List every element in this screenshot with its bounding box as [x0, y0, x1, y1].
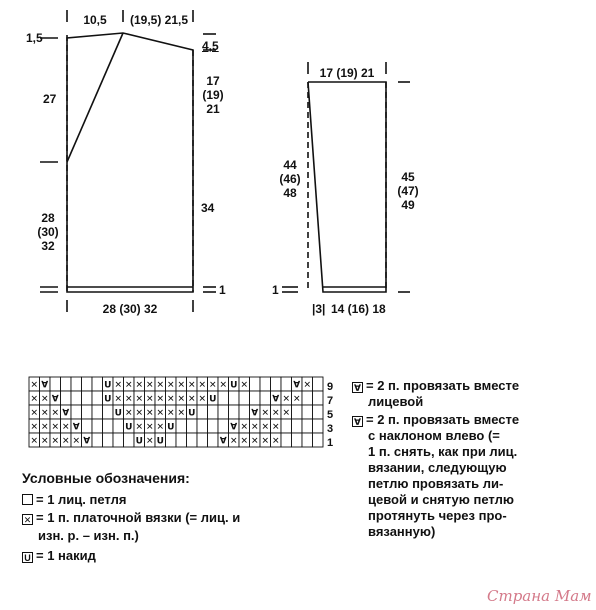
chart-cell: [50, 377, 61, 391]
legend-item-yarn-over: U = 1 накид: [22, 547, 96, 564]
garter-stitch-icon: ✕: [198, 394, 207, 405]
yarn-over-icon: U: [104, 380, 112, 391]
chart-cell: [82, 419, 93, 433]
front-right-upper-3: 21: [206, 102, 220, 116]
front-left-shoulder-label: 1,5: [26, 31, 43, 45]
chart-cell: [103, 433, 114, 447]
chart-cell: [281, 433, 292, 447]
garter-stitch-icon: ✕: [114, 394, 123, 405]
chart-cell: [197, 405, 208, 419]
chart-cell: [229, 405, 240, 419]
garter-stitch-icon: ✕: [177, 408, 186, 419]
garter-stitch-icon: ✕: [156, 394, 165, 405]
garter-stitch-icon: ✕: [187, 394, 196, 405]
chart-cell: [229, 391, 240, 405]
legend-title: Условные обозначения:: [22, 470, 190, 486]
garter-stitch-icon: ✕: [72, 436, 81, 447]
chart-cell: [302, 405, 313, 419]
garter-stitch-icon: ✕: [208, 380, 217, 391]
ssk-icon: ∀: [251, 408, 259, 419]
garter-stitch-icon: ✕: [114, 380, 123, 391]
chart-cell: [176, 419, 187, 433]
chart-cell: [103, 405, 114, 419]
garter-stitch-icon: ✕: [261, 408, 270, 419]
sleeve-left-height-1: 44: [283, 158, 297, 172]
row-number: 7: [327, 395, 334, 407]
chart-cell: [82, 391, 93, 405]
decrease-notes: [352, 378, 562, 542]
chart-cell: [82, 405, 93, 419]
chart-cell: [113, 419, 124, 433]
chart-cell: [218, 419, 229, 433]
garter-stitch-icon: ✕: [30, 422, 39, 433]
garter-stitch-icon: ✕: [177, 394, 186, 405]
chart-cell: [239, 405, 250, 419]
front-right-lower-label: 34: [201, 201, 215, 215]
front-width-label: 28 (30) 32: [102, 302, 158, 316]
garter-stitch-icon: ✕: [282, 408, 291, 419]
front-left-upper-label: 27: [43, 92, 57, 106]
chart-cell: [176, 433, 187, 447]
ssk-icon: ∀: [272, 394, 280, 405]
garter-stitch-icon: ✕: [292, 394, 301, 405]
garter-stitch-icon: ✕: [124, 394, 133, 405]
garter-stitch-icon: ✕: [51, 408, 60, 419]
garter-stitch-icon: ✕: [23, 515, 32, 525]
chart-cell: [250, 391, 261, 405]
note-ssk: ∀ = 2 п. провязать вместе с наклоном влево (= 1 п. снять, как при лиц. вязании, следующую петлю провязать ли- цевой и снятую петлю протянуть через про- вязанную): [352, 412, 562, 540]
watermark: Страна Мам: [487, 587, 592, 605]
chart-cell: [103, 419, 114, 433]
garter-stitch-icon: ✕: [30, 436, 39, 447]
garter-stitch-icon: ✕: [145, 380, 154, 391]
garter-stitch-icon: ✕: [229, 436, 238, 447]
chart-cell: [281, 377, 292, 391]
chart-cell: [302, 419, 313, 433]
chart-cell: [113, 433, 124, 447]
chart-cell: [92, 433, 103, 447]
sleeve-bottom-width-label: 14 (16) 18: [331, 302, 386, 316]
garter-stitch-icon: ✕: [40, 394, 49, 405]
garter-stitch-icon: ✕: [240, 436, 249, 447]
chart-cell: [271, 377, 282, 391]
sleeve-left-height-3: 48: [283, 186, 297, 200]
sleeve-piece: [282, 62, 410, 292]
chart-cell: [313, 405, 324, 419]
front-left-lower-1: 28: [41, 211, 55, 225]
yarn-over-icon: U: [209, 394, 217, 405]
stitch-chart: [29, 377, 323, 447]
row-number: 1: [327, 437, 334, 449]
chart-cell: [92, 377, 103, 391]
chart-cell: [302, 433, 313, 447]
garter-stitch-icon: ✕: [61, 436, 70, 447]
row-number: 5: [327, 409, 334, 421]
garter-stitch-icon: ✕: [166, 394, 175, 405]
garter-stitch-icon: ✕: [219, 380, 228, 391]
legend-item-garter: ✕ = 1 п. платочной вязки (= лиц. и: [23, 510, 241, 525]
yarn-over-icon: U: [156, 436, 164, 447]
front-top-left-label: 10,5: [83, 13, 107, 27]
garter-stitch-icon: ✕: [166, 380, 175, 391]
chart-cell: [313, 419, 324, 433]
front-band-label: 1: [219, 283, 226, 297]
garter-stitch-icon: ✕: [198, 380, 207, 391]
garter-stitch-icon: ✕: [51, 436, 60, 447]
chart-cell: [197, 433, 208, 447]
garter-stitch-icon: ✕: [124, 380, 133, 391]
yarn-over-icon: U: [188, 408, 196, 419]
garter-stitch-icon: ✕: [271, 436, 280, 447]
chart-cell: [82, 377, 93, 391]
garter-stitch-icon: ✕: [61, 422, 70, 433]
yarn-over-icon: U: [125, 422, 133, 433]
chart-cell: [187, 433, 198, 447]
k2tog-icon: ∀: [293, 380, 301, 391]
chart-cell: [250, 377, 261, 391]
row-number: 3: [327, 423, 334, 435]
yarn-over-icon: U: [230, 380, 238, 391]
chart-cell: [292, 405, 303, 419]
chart-cell: [292, 433, 303, 447]
garter-stitch-icon: ✕: [30, 408, 39, 419]
garter-stitch-icon: ✕: [30, 394, 39, 405]
front-left-lower-2: (30): [37, 225, 59, 239]
sleeve-right-height-2: (47): [397, 184, 419, 198]
garter-stitch-icon: ✕: [135, 408, 144, 419]
garter-stitch-icon: ✕: [145, 394, 154, 405]
sleeve-top-width-label: 17 (19) 21: [319, 66, 375, 80]
garter-stitch-icon: ✕: [40, 422, 49, 433]
row-number: 9: [327, 381, 334, 393]
chart-cell: [260, 391, 271, 405]
ssk-icon: ∀: [352, 416, 363, 427]
chart-cell: [71, 405, 82, 419]
k2tog-icon: ∀: [41, 380, 49, 391]
legend-item-garter-cont: изн. р. – изн. п.): [38, 528, 139, 543]
sleeve-right-height-1: 45: [401, 170, 415, 184]
k2tog-icon: ∀: [352, 382, 363, 393]
garter-stitch-icon: ✕: [30, 380, 39, 391]
chart-cell: [208, 405, 219, 419]
chart-cell: [92, 391, 103, 405]
garter-stitch-icon: ✕: [145, 436, 154, 447]
garter-stitch-icon: ✕: [240, 422, 249, 433]
chart-cell: [208, 419, 219, 433]
garter-stitch-icon: ✕: [261, 436, 270, 447]
k2tog-icon: ∀: [51, 394, 59, 405]
garter-stitch-icon: ✕: [250, 422, 259, 433]
sleeve-left-height-2: (46): [279, 172, 301, 186]
legend-item-knit: = 1 лиц. петля: [22, 491, 126, 508]
front-top-right-label: (19,5) 21,5: [129, 13, 189, 27]
front-right-upper-2: (19): [202, 88, 224, 102]
garter-stitch-icon: ✕: [135, 394, 144, 405]
garter-stitch-icon: ✕: [187, 380, 196, 391]
chart-cell: [71, 377, 82, 391]
yarn-over-icon: U: [167, 422, 175, 433]
yarn-over-icon: U: [104, 394, 112, 405]
garter-stitch-icon: ✕: [156, 422, 165, 433]
chart-cell: [71, 391, 82, 405]
garter-stitch-icon: ✕: [250, 436, 259, 447]
garter-stitch-icon: ✕: [271, 408, 280, 419]
note-k2tog: ∀ = 2 п. провязать вместе лицевой: [352, 378, 562, 410]
garter-stitch-icon: ✕: [40, 408, 49, 419]
chart-cell: [197, 419, 208, 433]
sleeve-band-label: 1: [272, 283, 279, 297]
garter-stitch-icon: ✕: [124, 408, 133, 419]
front-right-shoulder-label: 4,5: [202, 39, 219, 53]
garter-stitch-icon: ✕: [156, 380, 165, 391]
garter-stitch-icon: ✕: [240, 380, 249, 391]
ssk-icon: ∀: [219, 436, 227, 447]
sleeve-bottom-left-label: |3|: [312, 302, 326, 316]
garter-stitch-icon: ✕: [135, 380, 144, 391]
garter-stitch-icon: ✕: [282, 394, 291, 405]
garter-stitch-icon: ✕: [51, 422, 60, 433]
sleeve-right-height-3: 49: [401, 198, 415, 212]
knit-stitch-icon: [22, 494, 33, 505]
chart-cell: [313, 391, 324, 405]
k2tog-icon: ∀: [62, 408, 70, 419]
chart-cell: [187, 419, 198, 433]
k2tog-icon: ∀: [72, 422, 80, 433]
chart-cell: [166, 433, 177, 447]
yarn-over-icon: U: [22, 552, 33, 563]
chart-cell: [281, 419, 292, 433]
chart-cell: [292, 419, 303, 433]
yarn-over-icon: U: [135, 436, 143, 447]
chart-cell: [260, 377, 271, 391]
garter-stitch-icon: ✕: [177, 380, 186, 391]
chart-cell: [124, 433, 135, 447]
garter-stitch-icon: ✕: [156, 408, 165, 419]
garter-stitch-icon: ✕: [271, 422, 280, 433]
chart-cell: [208, 433, 219, 447]
front-right-upper-1: 17: [206, 74, 220, 88]
garter-stitch-icon: ✕: [303, 380, 312, 391]
chart-cell: [302, 391, 313, 405]
garter-stitch-icon: ✕: [145, 408, 154, 419]
front-piece: [40, 10, 216, 312]
chart-cell: [313, 377, 324, 391]
chart-cell: [92, 419, 103, 433]
k2tog-icon: ∀: [83, 436, 91, 447]
chart-cell: [313, 433, 324, 447]
chart-cell: [61, 391, 72, 405]
garter-stitch-icon: ✕: [135, 422, 144, 433]
chart-cell: [218, 405, 229, 419]
ssk-icon: ∀: [230, 422, 238, 433]
chart-cell: [239, 391, 250, 405]
chart-cell: [218, 391, 229, 405]
garter-stitch-icon: ✕: [40, 436, 49, 447]
chart-cell: [92, 405, 103, 419]
garter-stitch-icon: ✕: [145, 422, 154, 433]
front-left-lower-3: 32: [41, 239, 55, 253]
chart-cell: [61, 377, 72, 391]
yarn-over-icon: U: [114, 408, 122, 419]
garter-stitch-icon: ✕: [261, 422, 270, 433]
garter-stitch-icon: ✕: [166, 408, 175, 419]
